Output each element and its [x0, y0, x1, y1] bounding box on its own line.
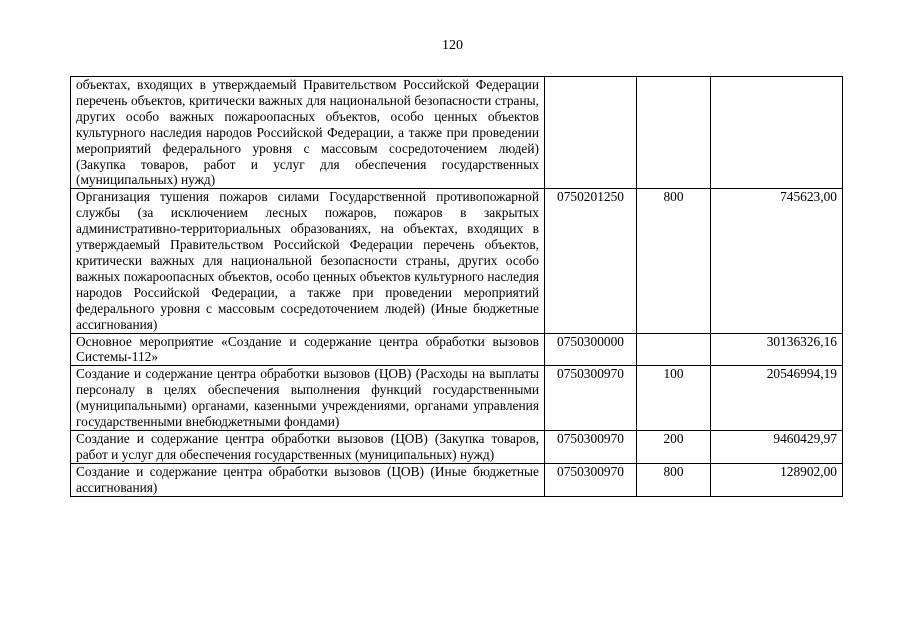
row-expense-type: 100 [637, 366, 711, 431]
row-description: Создание и содержание центра обработки вызовов (ЦОВ) (Иные бюджетные ассигнования) [71, 463, 545, 496]
row-amount [711, 77, 843, 189]
row-expense-type: 800 [637, 189, 711, 333]
table-row [71, 366, 843, 431]
row-amount: 745623,00 [711, 189, 843, 333]
budget-table [70, 76, 843, 497]
row-amount: 20546994,19 [711, 366, 843, 431]
row-expense-type [637, 77, 711, 189]
table-row [71, 189, 843, 333]
row-description: Создание и содержание центра обработки вызовов (ЦОВ) (Расходы на выплаты персоналу в целях обеспечения выполнения функций государственными (муниципальными) органами, казенными учреждениями, органами управления государственными внебюджетными фондами) [71, 366, 545, 431]
table-row [71, 77, 843, 189]
row-amount: 9460429,97 [711, 430, 843, 463]
row-expense-type: 800 [637, 463, 711, 496]
row-amount: 30136326,16 [711, 333, 843, 366]
page-number: 120 [442, 38, 463, 53]
row-amount: 128902,00 [711, 463, 843, 496]
row-description: Организация тушения пожаров силами Государственной противопожарной службы (за исключением лесных пожаров, пожаров в закрытых административно-территориальных образованиях, на объектах, входящих в утверждаемый Правительством Российской Федерации перечень объектов, критически важных для национальной безопасности страны, других особо важных пожароопасных объектов, особо ценных объектов культурного наследия народов Российской Федерации, а также при проведении мероприятий федерального уровня с массовым сосредоточением людей) (Иные бюджетные ассигнования) [71, 189, 545, 333]
row-description: объектах, входящих в утверждаемый Правительством Российской Федерации перечень объектов, критически важных для национальной безопасности страны, других особо важных пожароопасных объектов, особо ценных объектов культурного наследия народов Российской Федерации, а также при проведении мероприятий федерального уровня с массовым сосредоточением людей) (Закупка товаров, работ и услуг для обеспечения государственных (муниципальных) нужд) [71, 77, 545, 189]
row-description: Создание и содержание центра обработки вызовов (ЦОВ) (Закупка товаров, работ и услуг для обеспечения государственных (муниципальных) нужд) [71, 430, 545, 463]
row-target-code: 0750300970 [545, 366, 637, 431]
table-row [71, 463, 843, 496]
row-expense-type: 200 [637, 430, 711, 463]
row-target-code [545, 77, 637, 189]
table-row [71, 333, 843, 366]
row-description: Основное мероприятие «Создание и содержание центра обработки вызовов Системы-112» [71, 333, 545, 366]
row-target-code: 0750300970 [545, 430, 637, 463]
row-target-code: 0750201250 [545, 189, 637, 333]
row-target-code: 0750300000 [545, 333, 637, 366]
table-row [71, 430, 843, 463]
row-expense-type [637, 333, 711, 366]
row-target-code: 0750300970 [545, 463, 637, 496]
